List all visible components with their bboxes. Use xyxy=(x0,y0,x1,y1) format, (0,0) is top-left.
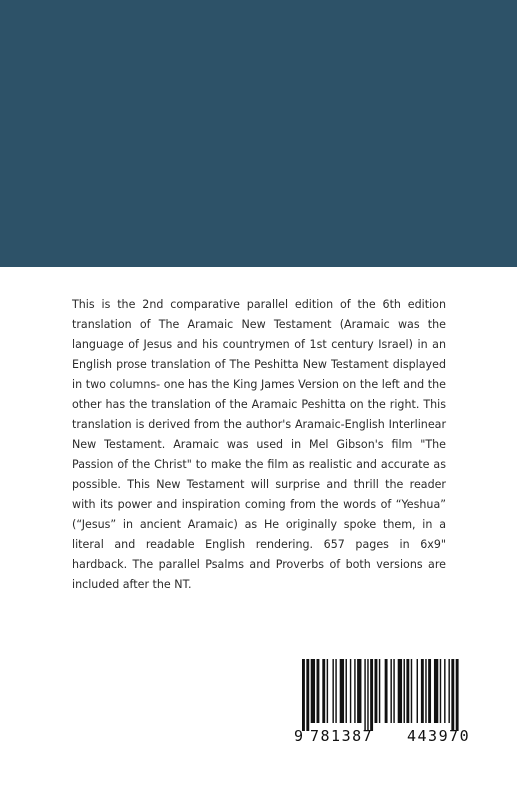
barcode-bar xyxy=(421,659,424,723)
barcode-bar xyxy=(406,659,409,723)
cover-color-band xyxy=(0,0,517,267)
barcode-bar xyxy=(302,659,305,731)
barcode-left-group: 781387 xyxy=(310,727,374,745)
barcode-bar xyxy=(451,659,454,731)
barcode-bar xyxy=(398,659,402,723)
barcode-bar xyxy=(448,659,449,723)
barcode-bar xyxy=(425,659,426,723)
barcode-bar xyxy=(370,659,373,731)
barcode-bar xyxy=(340,659,344,723)
barcode-bar xyxy=(357,659,361,723)
barcode-bar xyxy=(440,659,441,723)
barcode-bar xyxy=(354,659,355,723)
barcode-bar xyxy=(346,659,347,723)
barcode-bar xyxy=(456,659,459,731)
barcode-bar xyxy=(379,659,380,723)
barcode-bar xyxy=(417,659,418,723)
barcode-bar xyxy=(322,659,325,723)
isbn-barcode xyxy=(290,657,517,800)
barcode-bar xyxy=(364,659,365,731)
book-description: This is the 2nd comparative parallel edition of the 6th edition translation of The Aramaic New Testament (Aramaic was the language of Jesus and his countrymen of 1st century Israel) in an English prose translation of The Peshitta New Testament displayed in two columns- one has the King James Version on the left and the other has the translation of the Aramaic Peshitta on the right. This translation is derived from the author's Aramaic-English Interlinear New Testament. Aramaic was used in Mel Gibson's film "The Passion of the Christ" to make the film as realistic and accurate as possible. This New Testament will surprise and thrill the reader with its power and inspiration coming from the words of “Yeshua” (“Jesus” in ancient Aramaic) as He originally spoke them, in a literal and readable English rendering. 657 pages in 6x9" hardback. The parallel Psalms and Proverbs of both versions are included after the NT. xyxy=(72,298,446,591)
barcode-lead-digit: 9 xyxy=(294,727,305,745)
barcode-digits xyxy=(290,727,512,800)
barcode-bar xyxy=(385,659,388,723)
barcode-bar xyxy=(350,659,351,723)
barcode-bar xyxy=(335,659,336,723)
barcode-bar xyxy=(311,659,315,723)
barcode-bar xyxy=(367,659,368,731)
barcode-bar xyxy=(428,659,431,723)
barcode-bar xyxy=(327,659,328,723)
barcode-bar xyxy=(434,659,438,723)
barcode-bar xyxy=(375,659,378,723)
barcode-right-group: 443970 xyxy=(407,727,471,745)
barcode-bar xyxy=(444,659,445,723)
barcode-bar xyxy=(393,659,394,723)
barcode-bar xyxy=(390,659,391,723)
barcode-bar xyxy=(332,659,333,723)
barcode-bar xyxy=(411,659,412,723)
barcode-bar xyxy=(317,659,320,723)
barcode-bar xyxy=(404,659,405,723)
barcode-bar xyxy=(306,659,309,731)
